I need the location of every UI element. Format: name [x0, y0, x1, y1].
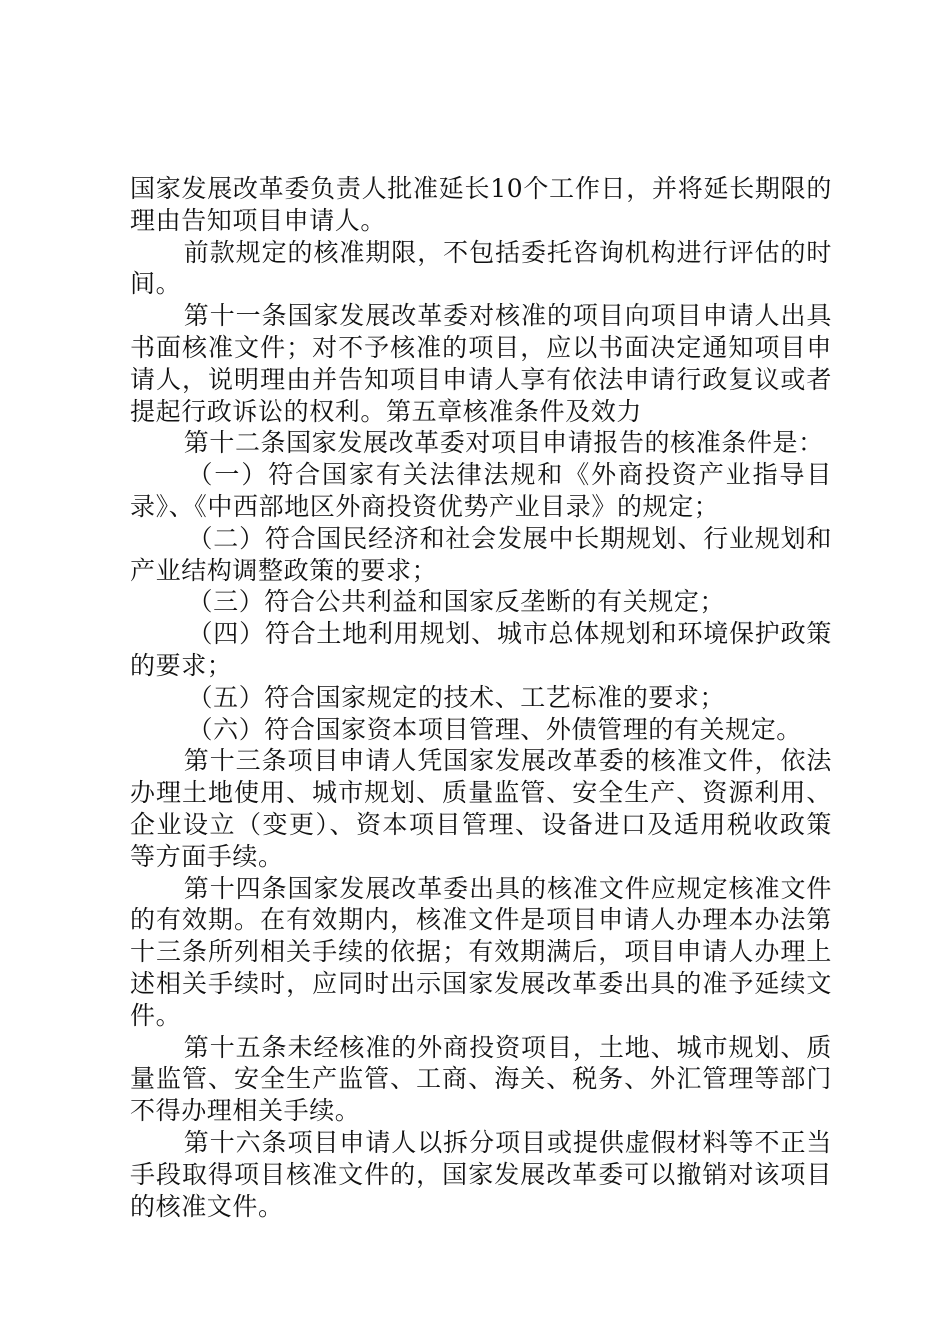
list-item-condition-6: （六）符合国家资本项目管理、外债管理的有关规定。	[187, 714, 802, 744]
list-item-condition-2: （二）符合国民经济和社会发展中长期规划、行业规划和产业结构调整政策的要求；	[130, 523, 832, 585]
list-item-condition-1: （一）符合国家有关法律法规和《外商投资产业指导目录》、《中西部地区外商投资优势产业目录》的规定；	[130, 460, 832, 521]
list-item-condition-3: （三）符合公共利益和国家反垄断的有关规定；	[187, 587, 726, 617]
paragraph-continuation: 国家发展改革委负责人批准延长10个工作日，并将延长期限的理由告知项目申请人。	[130, 174, 832, 235]
paragraph-article-11: 第十一条国家发展改革委对核准的项目向项目申请人出具书面核准文件；对不予核准的项目，应以书面决定通知项目申请人，说明理由并告知项目申请人享有依法申请行政复议或者提起行政诉讼的权利。第五章核准条件及效力	[130, 301, 832, 426]
paragraph-article-15: 第十五条未经核准的外商投资项目，土地、城市规划、质量监管、安全生产监管、工商、海关、税务、外汇管理等部门不得办理相关手续。	[130, 1032, 832, 1126]
paragraph-article-14: 第十四条国家发展改革委出具的核准文件应规定核准文件的有效期。在有效期内，核准文件是项目申请人办理本办法第十三条所列相关手续的依据；有效期满后，项目申请人办理上述相关手续时，应同时出示国家发展改革委出具的准予延续文件。	[130, 873, 832, 1030]
paragraph-article-13: 第十三条项目申请人凭国家发展改革委的核准文件，依法办理土地使用、城市规划、质量监管、安全生产、资源利用、企业设立（变更）、资本项目管理、设备进口及适用税收政策等方面手续。	[130, 746, 832, 871]
list-item-condition-4: （四）符合土地利用规划、城市总体规划和环境保护政策的要求；	[130, 619, 832, 680]
list-item-condition-5: （五）符合国家规定的技术、工艺标准的要求；	[187, 682, 726, 712]
paragraph-article-16: 第十六条项目申请人以拆分项目或提供虚假材料等不正当手段取得项目核准文件的，国家发展改革委可以撤销对该项目的核准文件。	[130, 1127, 832, 1221]
paragraph-article-12: 第十二条国家发展改革委对项目申请报告的核准条件是：	[183, 428, 824, 458]
paragraph-approval-period: 前款规定的核准期限，不包括委托咨询机构进行评估的时间。	[130, 237, 832, 299]
document-body	[130, 173, 832, 1222]
